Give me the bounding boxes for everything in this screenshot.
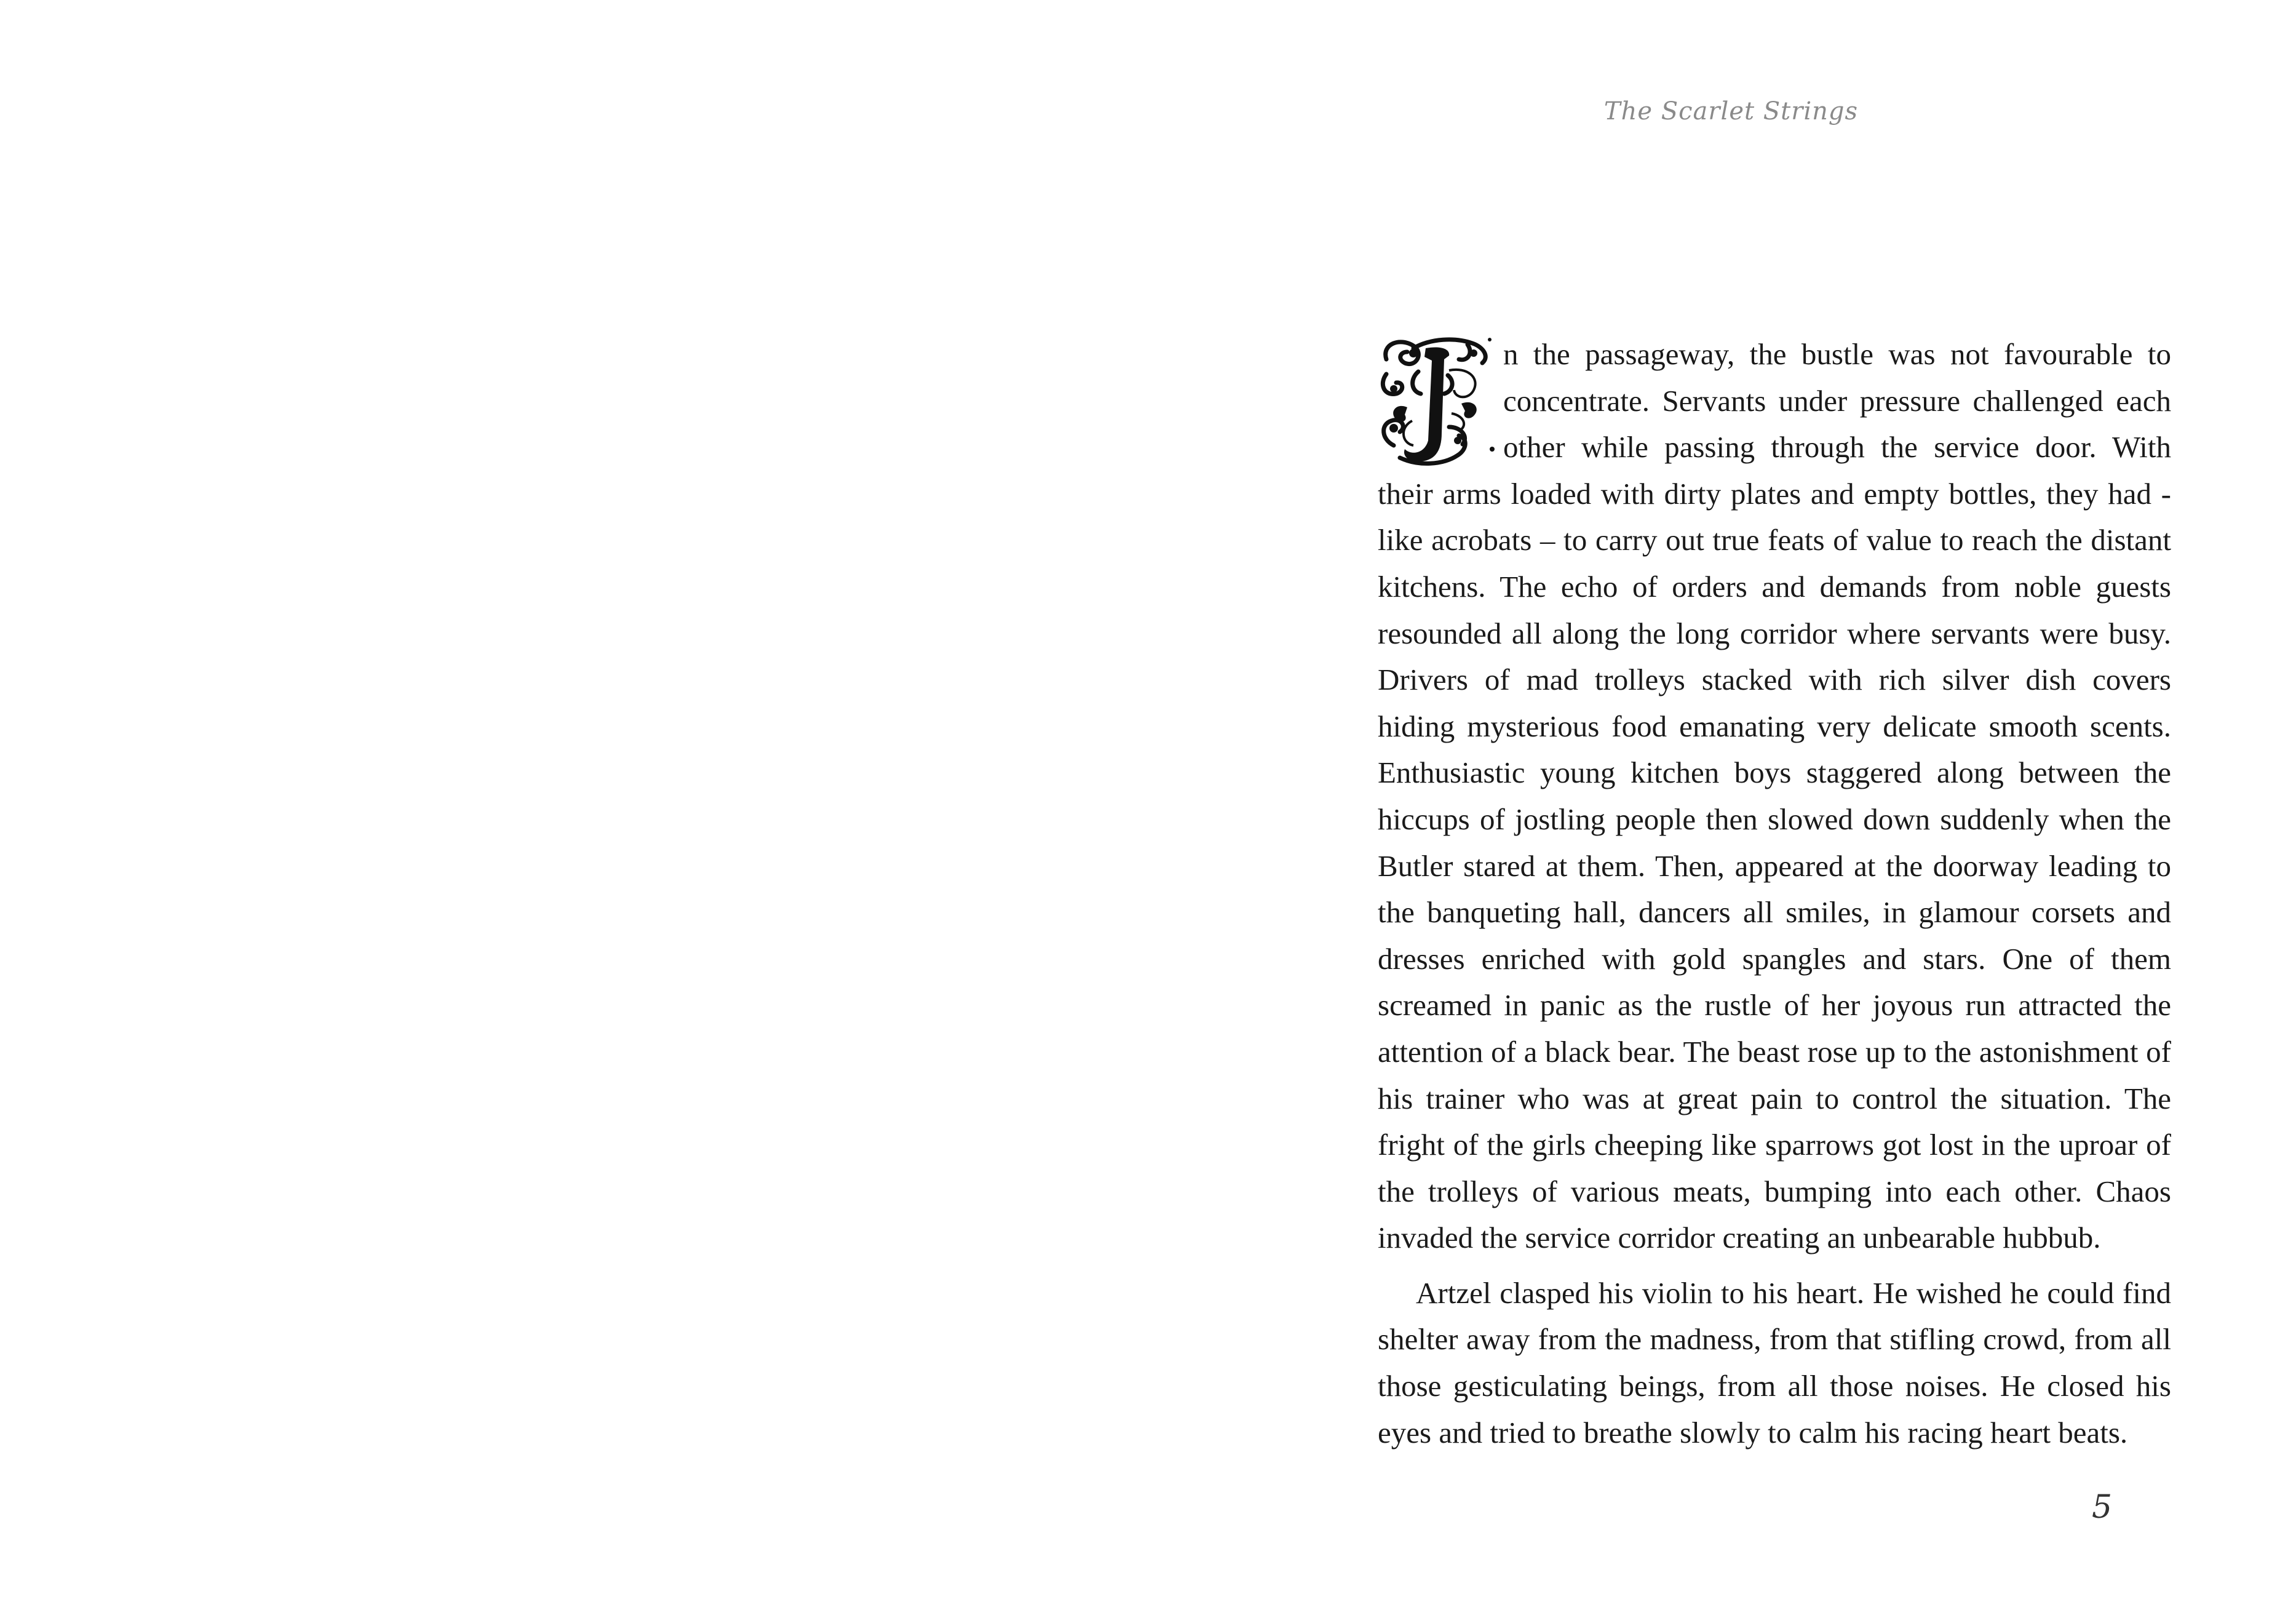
dropcap-ornament-icon <box>1375 335 1496 469</box>
right-page <box>1148 0 2296 1599</box>
paragraph-1 <box>1378 331 2171 1261</box>
body-text <box>1378 331 2171 1456</box>
paragraph-2: Artzel clasped his violin to his heart. He wished he could find shelter away from the madness, from that stifling crowd, from all those gesticulating beings, from all those noises. He closed his eyes and tried to breathe slowly to calm his racing heart beats. <box>1378 1275 2171 1449</box>
page-number: 5 <box>2092 1489 2113 1526</box>
running-header: The Scarlet Strings <box>1603 97 1859 126</box>
paragraph-1-text: n the passageway, the bustle was not favourable to concentrate. Servants under pressure challenged each other while passing through the service door. With their arms loaded with dirty plates and empty bottles, they had - like acrobats – to carry out true feats of value to reach the distant kitchens. The echo of orders and demands from noble guests resounded all along the long corridor where servants were busy. Drivers of mad trolleys stacked with rich silver dish covers hiding mysterious food emanating very delicate smooth scents. Enthusiastic young kitchen boys staggered along between the hiccups of jostling people then slowed down suddenly when the Butler stared at them. Then, appeared at the doorway leading to the banqueting hall, dancers all smiles, in glamour corsets and dresses enriched with gold spangles and stars. One of them screamed in panic as the rustle of her joyous run attracted the attention of a black bear. The beast rose up to the astonishment of his trainer who was at great pain to control the situation. The fright of the girls cheeping like sparrows got lost in the uproar of the trolleys of various meats, bumping into each other. Chaos invaded the service corridor creating an unbearable hubbub. <box>1378 337 2171 1255</box>
